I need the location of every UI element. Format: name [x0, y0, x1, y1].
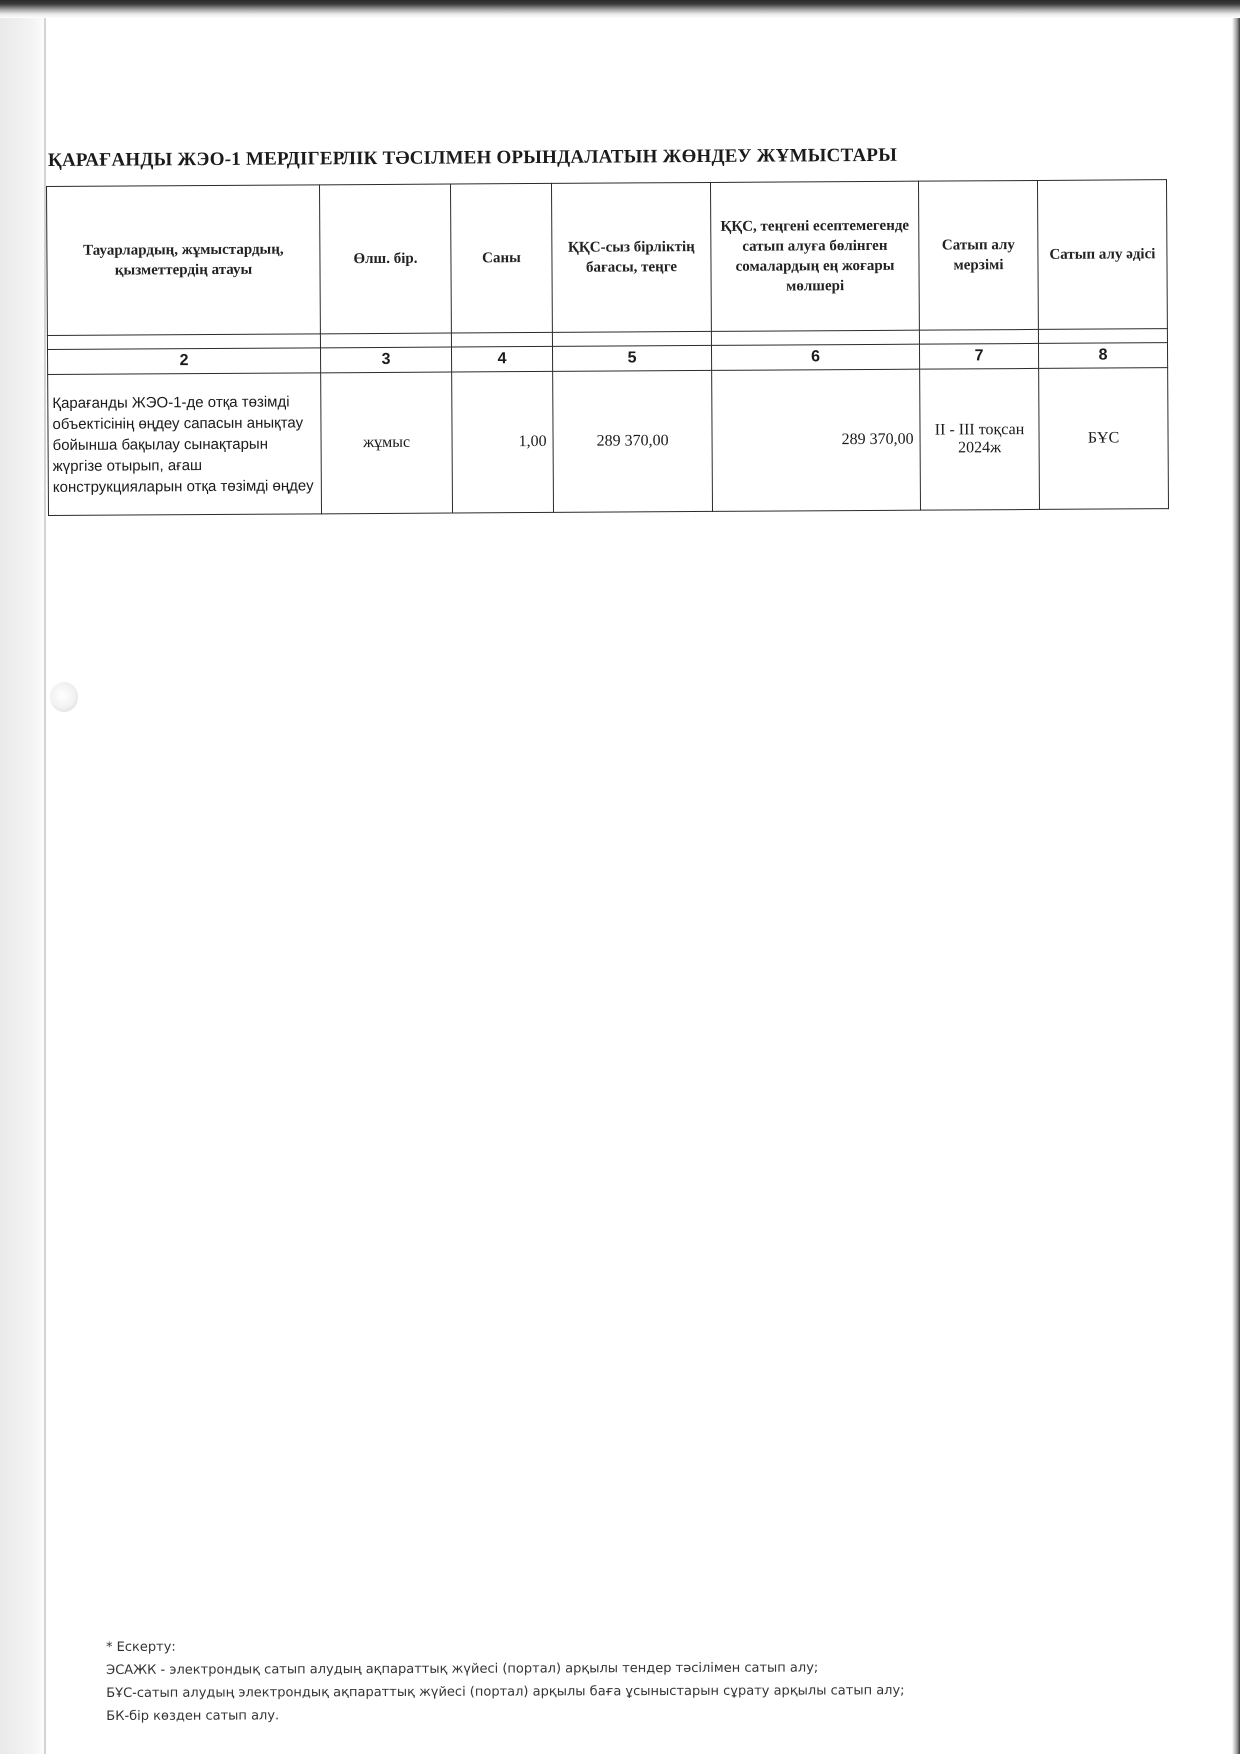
- table-header-row: [47, 180, 1168, 336]
- footnote-heading: * Ескерту:: [106, 1639, 176, 1655]
- column-number: 4: [451, 346, 552, 372]
- spacer-cell: [552, 331, 711, 346]
- row-name: Қарағанды ЖЭО-1-де отқа төзімді объектісінің өңдеу сапасын анықтау бойынша бақылау сынақтарын жүргізе отырып, ағаш конструкцияларын отқа төзімді өңдеу: [48, 373, 322, 516]
- footnote-line: ЭСАЖК - электрондық сатып алудың ақпараттық жүйесі (портал) арқылы тендер тәсілімен сатып алу;: [106, 1660, 819, 1678]
- spacer-cell: [919, 329, 1038, 344]
- header-max-amount: ҚҚС, теңгені есептемегенде сатып алуға бөлінген сомалардың ең жоғары мөлшері: [710, 181, 919, 331]
- spacer-cell: [711, 330, 919, 345]
- spacer-cell: [451, 332, 552, 347]
- punch-hole: [50, 682, 78, 712]
- column-number: 6: [711, 344, 919, 370]
- header-quantity: Саны: [450, 183, 552, 333]
- header-period: Сатып алу мерзімі: [918, 180, 1038, 330]
- table-row: [48, 368, 1169, 516]
- repair-works-table-wrap: [46, 179, 1168, 516]
- scan-top-edge: [0, 0, 1240, 18]
- column-number: 3: [320, 347, 451, 373]
- footnote-line: БҰС-сатып алудың электрондық ақпараттық жүйесі (портал) арқылы баға ұсыныстарын сұрату арқылы сатып алу;: [106, 1683, 905, 1701]
- footnote: [106, 1633, 905, 1728]
- header-unit-price: ҚҚС-сыз бірліктің бағасы, теңге: [551, 182, 711, 332]
- scan-left-edge: [0, 18, 48, 1754]
- row-period: II - III тоқсан 2024ж: [920, 368, 1040, 510]
- repair-works-table: [46, 179, 1169, 516]
- row-method: БҰС: [1039, 368, 1169, 510]
- column-number: 8: [1038, 343, 1167, 369]
- header-name: Тауарлардың, жұмыстардың, қызметтердің атауы: [47, 185, 321, 336]
- spacer-cell: [1038, 329, 1167, 344]
- column-number: 5: [552, 345, 711, 371]
- column-number: 7: [919, 343, 1038, 369]
- row-unit-price: 289 370,00: [553, 370, 713, 512]
- row-quantity: 1,00: [452, 371, 554, 513]
- row-unit: жұмыс: [321, 372, 453, 514]
- footnote-line: БК-бір көзден сатып алу.: [106, 1708, 280, 1724]
- column-number: 2: [47, 348, 320, 375]
- row-max-amount: 289 370,00: [712, 369, 921, 511]
- spacer-cell: [320, 333, 451, 348]
- header-method: Сатып алу әдісі: [1037, 180, 1167, 330]
- document-title: ҚАРАҒАНДЫ ЖЭО-1 МЕРДІГЕРЛІК ТӘСІЛМЕН ОРЫНДАЛАТЫН ЖӨНДЕУ ЖҰМЫСТАРЫ: [47, 144, 898, 171]
- header-unit: Өлш. бір.: [319, 184, 451, 334]
- scan-right-edge: [1232, 18, 1240, 1754]
